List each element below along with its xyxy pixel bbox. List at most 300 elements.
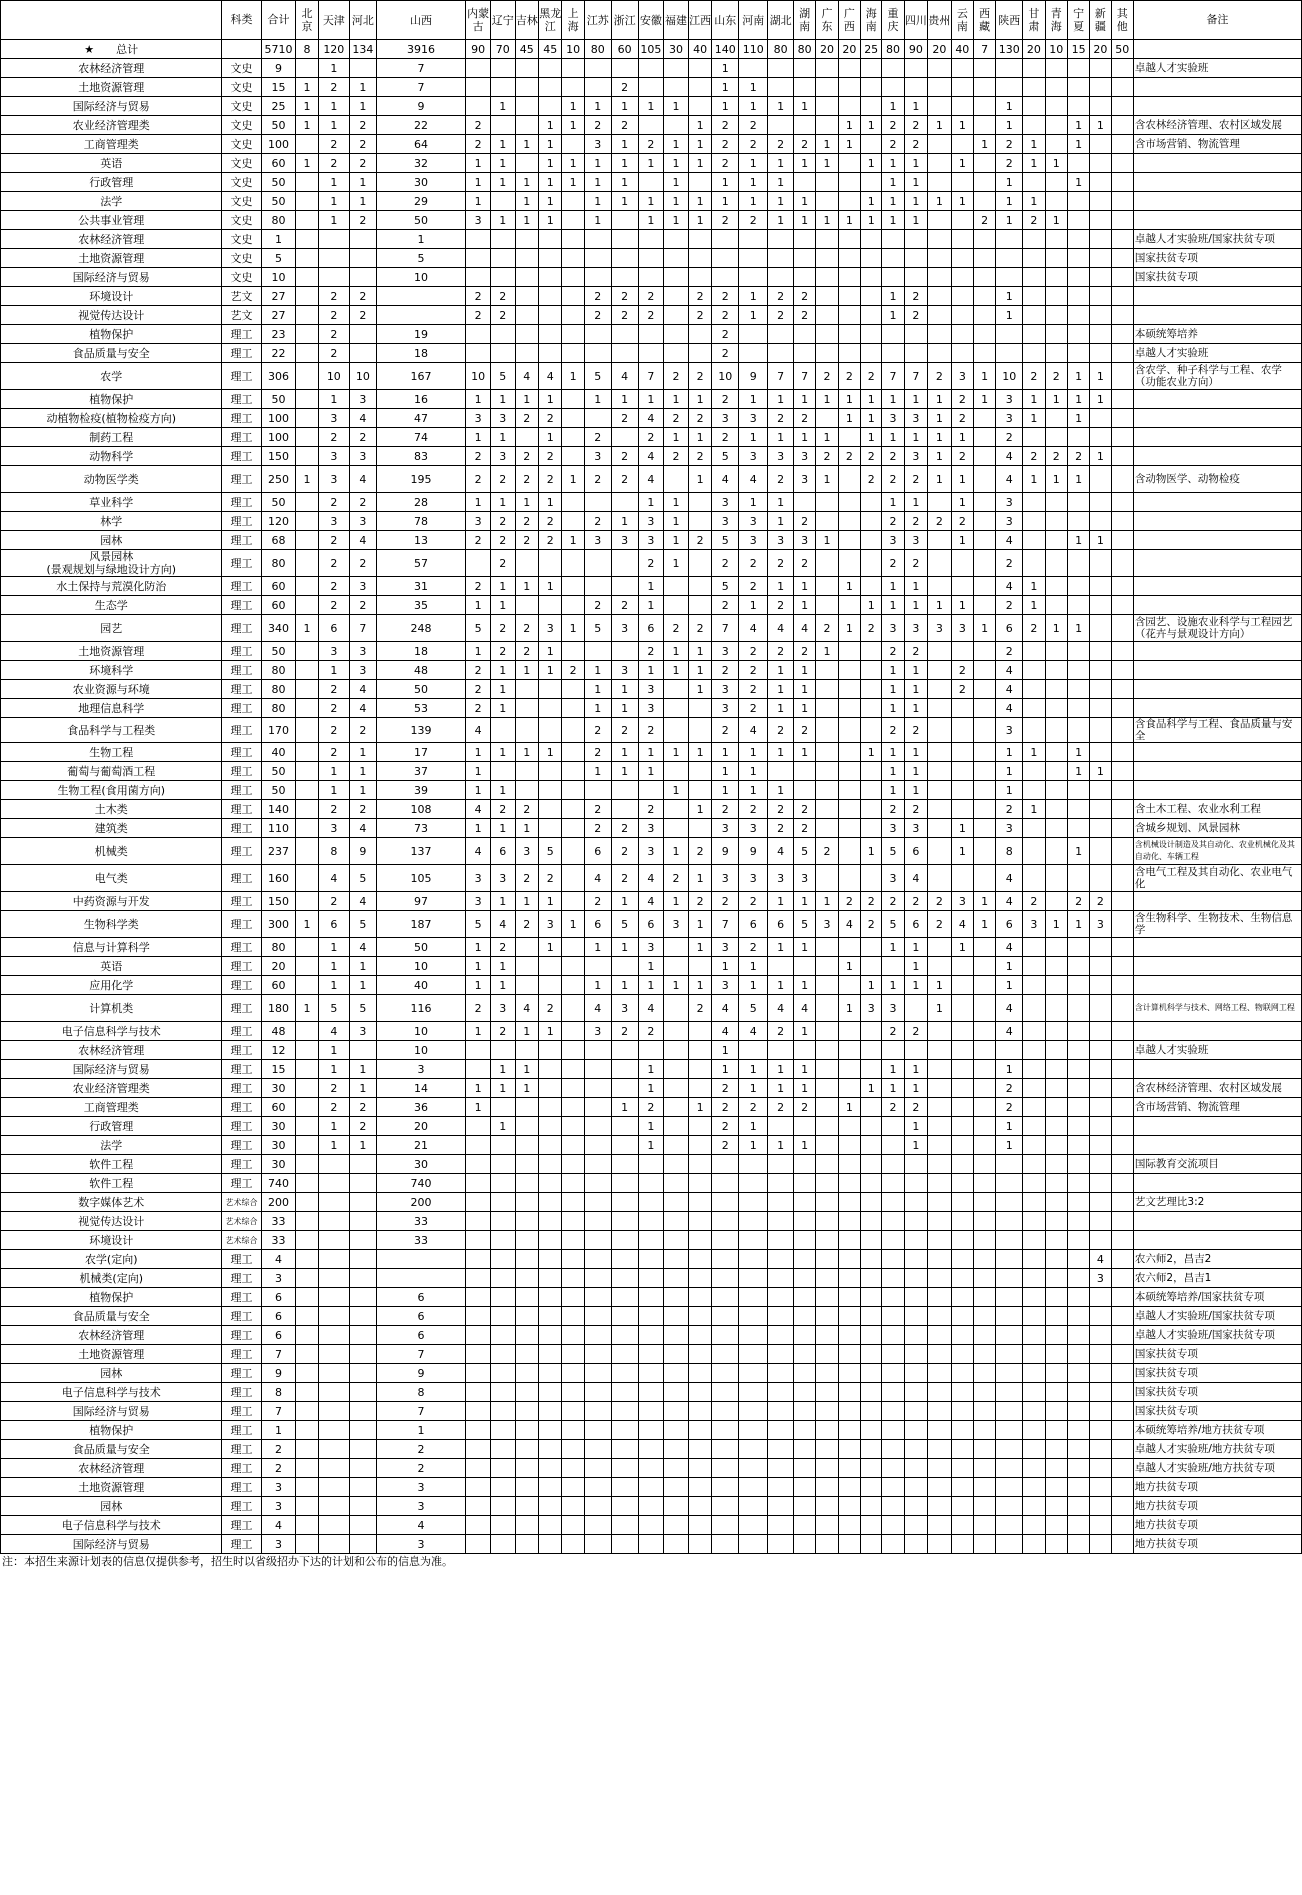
province-cell bbox=[688, 249, 711, 268]
province-cell bbox=[638, 268, 664, 287]
province-cell bbox=[928, 1193, 951, 1212]
major-name: 行政管理 bbox=[1, 173, 222, 192]
province-cell bbox=[515, 680, 538, 699]
province-cell: 2 bbox=[712, 116, 739, 135]
remark-cell: 含市场营销、物流管理 bbox=[1133, 1098, 1301, 1117]
province-cell: 1 bbox=[562, 154, 584, 173]
province-cell: 2 bbox=[712, 306, 739, 325]
province-cell: 4 bbox=[349, 409, 376, 428]
province-cell bbox=[490, 78, 515, 97]
province-cell bbox=[816, 116, 838, 135]
category-cell: 理工 bbox=[222, 1079, 261, 1098]
province-cell bbox=[638, 1212, 664, 1231]
province-cell bbox=[466, 344, 491, 363]
province-cell bbox=[1045, 1421, 1067, 1440]
province-cell: 2 bbox=[318, 428, 349, 447]
province-cell bbox=[904, 1212, 927, 1231]
province-cell: 3 bbox=[996, 512, 1023, 531]
province-cell bbox=[793, 1212, 815, 1231]
province-cell bbox=[296, 1098, 318, 1117]
province-cell bbox=[861, 661, 882, 680]
province-cell bbox=[1045, 1098, 1067, 1117]
province-cell: 1 bbox=[1067, 135, 1089, 154]
province-cell bbox=[882, 344, 904, 363]
province-cell: 2 bbox=[712, 344, 739, 363]
province-cell bbox=[974, 192, 996, 211]
total-cell: 80 bbox=[793, 40, 815, 59]
province-cell bbox=[838, 531, 860, 550]
major-name: 英语 bbox=[1, 957, 222, 976]
province-cell: 1 bbox=[996, 976, 1023, 995]
province-cell bbox=[1111, 325, 1133, 344]
province-cell: 1 bbox=[996, 192, 1023, 211]
province-cell bbox=[562, 1022, 584, 1041]
province-cell bbox=[688, 1041, 711, 1060]
province-cell bbox=[296, 1193, 318, 1212]
total-cell: 90 bbox=[466, 40, 491, 59]
province-cell bbox=[688, 699, 711, 718]
table-row bbox=[1, 1535, 1302, 1554]
category-cell: 理工 bbox=[222, 743, 261, 762]
province-cell bbox=[466, 268, 491, 287]
remark-cell bbox=[1133, 1174, 1301, 1193]
province-cell: 2 bbox=[816, 363, 838, 390]
province-cell: 1 bbox=[490, 211, 515, 230]
province-cell bbox=[838, 1478, 860, 1497]
header-province: 山东 bbox=[712, 1, 739, 40]
province-cell: 1 bbox=[664, 838, 689, 865]
province-cell: 1 bbox=[882, 173, 904, 192]
major-name: 土地资源管理 bbox=[1, 1478, 222, 1497]
province-cell bbox=[1045, 1269, 1067, 1288]
total-cell: 50 bbox=[261, 192, 296, 211]
province-cell: 1 bbox=[1090, 116, 1111, 135]
province-cell bbox=[318, 1402, 349, 1421]
province-cell bbox=[539, 762, 562, 781]
province-cell bbox=[1045, 642, 1067, 661]
remark-cell: 含食品科学与工程、食品质量与安全 bbox=[1133, 718, 1301, 743]
province-cell: 1 bbox=[466, 762, 491, 781]
province-cell bbox=[562, 1421, 584, 1440]
major-name: 建筑类 bbox=[1, 819, 222, 838]
province-cell: 1 bbox=[739, 781, 768, 800]
remark-cell bbox=[1133, 287, 1301, 306]
province-cell bbox=[1111, 1231, 1133, 1250]
province-cell: 1 bbox=[904, 577, 927, 596]
province-cell bbox=[688, 173, 711, 192]
province-cell bbox=[1090, 1440, 1111, 1459]
province-cell bbox=[688, 957, 711, 976]
province-cell bbox=[1111, 1174, 1133, 1193]
category-cell: 理工 bbox=[222, 1440, 261, 1459]
province-cell bbox=[1067, 995, 1089, 1022]
province-cell bbox=[1045, 743, 1067, 762]
province-cell: 2 bbox=[951, 409, 973, 428]
province-cell bbox=[1045, 699, 1067, 718]
header-province: 黑龙江 bbox=[539, 1, 562, 40]
province-cell bbox=[664, 800, 689, 819]
province-cell bbox=[296, 1459, 318, 1478]
province-cell bbox=[904, 78, 927, 97]
table-row bbox=[1, 661, 1302, 680]
table-row bbox=[1, 1383, 1302, 1402]
province-cell bbox=[838, 287, 860, 306]
province-cell bbox=[349, 1288, 376, 1307]
province-cell: 1 bbox=[562, 116, 584, 135]
province-cell bbox=[1023, 1535, 1045, 1554]
province-cell bbox=[1111, 1307, 1133, 1326]
province-cell bbox=[928, 230, 951, 249]
province-cell bbox=[974, 838, 996, 865]
province-cell: 1 bbox=[1067, 911, 1089, 938]
province-cell bbox=[1090, 1497, 1111, 1516]
province-cell: 1 bbox=[861, 1079, 882, 1098]
province-cell bbox=[838, 865, 860, 892]
province-cell bbox=[904, 1269, 927, 1288]
header-province: 天津 bbox=[318, 1, 349, 40]
province-cell: 2 bbox=[882, 135, 904, 154]
province-cell: 1 bbox=[816, 154, 838, 173]
province-cell bbox=[515, 1193, 538, 1212]
province-cell bbox=[816, 268, 838, 287]
province-cell bbox=[349, 1364, 376, 1383]
province-cell: 1 bbox=[466, 596, 491, 615]
province-cell: 2 bbox=[490, 1022, 515, 1041]
province-cell bbox=[904, 59, 927, 78]
province-cell: 3 bbox=[793, 531, 815, 550]
table-row bbox=[1, 550, 1302, 577]
province-cell: 2 bbox=[996, 135, 1023, 154]
province-cell bbox=[768, 1440, 794, 1459]
province-cell: 10 bbox=[466, 363, 491, 390]
province-cell bbox=[951, 865, 973, 892]
province-cell bbox=[562, 1364, 584, 1383]
category-cell: 理工 bbox=[222, 493, 261, 512]
province-cell bbox=[296, 1440, 318, 1459]
province-cell bbox=[928, 577, 951, 596]
province-cell bbox=[638, 1402, 664, 1421]
province-cell bbox=[1090, 192, 1111, 211]
province-cell bbox=[1111, 1022, 1133, 1041]
province-cell bbox=[611, 1402, 638, 1421]
province-cell: 2 bbox=[490, 615, 515, 642]
province-cell: 1 bbox=[490, 819, 515, 838]
province-cell: 4 bbox=[996, 577, 1023, 596]
province-cell bbox=[584, 1421, 611, 1440]
province-cell: 2 bbox=[739, 577, 768, 596]
province-cell bbox=[974, 743, 996, 762]
province-cell: 1 bbox=[466, 642, 491, 661]
province-cell bbox=[861, 1022, 882, 1041]
province-cell: 1 bbox=[996, 781, 1023, 800]
province-cell bbox=[928, 1022, 951, 1041]
province-cell: 1 bbox=[638, 976, 664, 995]
province-cell bbox=[318, 1250, 349, 1269]
province-cell: 2 bbox=[688, 363, 711, 390]
header-province: 云南 bbox=[951, 1, 973, 40]
province-cell: 1 bbox=[768, 97, 794, 116]
province-cell bbox=[816, 995, 838, 1022]
province-cell: 2 bbox=[611, 819, 638, 838]
province-cell bbox=[1111, 1345, 1133, 1364]
province-cell: 2 bbox=[712, 135, 739, 154]
province-cell bbox=[974, 1250, 996, 1269]
province-cell bbox=[562, 976, 584, 995]
province-cell: 4 bbox=[739, 466, 768, 493]
province-cell bbox=[515, 1231, 538, 1250]
major-name: 工商管理类 bbox=[1, 1098, 222, 1117]
province-cell: 2 bbox=[611, 306, 638, 325]
major-name: 园艺 bbox=[1, 615, 222, 642]
province-cell: 2 bbox=[861, 447, 882, 466]
province-cell: 1 bbox=[928, 192, 951, 211]
province-cell bbox=[1111, 192, 1133, 211]
province-cell: 1 bbox=[996, 957, 1023, 976]
province-cell: 1 bbox=[882, 493, 904, 512]
province-cell: 1 bbox=[539, 938, 562, 957]
province-cell bbox=[296, 1269, 318, 1288]
province-cell: 2 bbox=[584, 287, 611, 306]
province-cell bbox=[539, 1402, 562, 1421]
province-cell bbox=[816, 1478, 838, 1497]
province-cell bbox=[1067, 1098, 1089, 1117]
province-cell bbox=[349, 249, 376, 268]
province-cell: 6 bbox=[739, 911, 768, 938]
province-cell: 3 bbox=[739, 447, 768, 466]
province-cell bbox=[638, 1364, 664, 1383]
province-cell bbox=[1090, 995, 1111, 1022]
province-cell bbox=[816, 1459, 838, 1478]
province-cell: 3 bbox=[882, 409, 904, 428]
province-cell bbox=[490, 1440, 515, 1459]
province-cell: 1 bbox=[793, 390, 815, 409]
province-cell: 2 bbox=[712, 211, 739, 230]
province-cell: 2 bbox=[739, 211, 768, 230]
province-cell bbox=[688, 59, 711, 78]
province-cell: 7 bbox=[376, 1345, 465, 1364]
province-cell: 1 bbox=[816, 135, 838, 154]
province-cell: 2 bbox=[768, 718, 794, 743]
total-cell: 23 bbox=[261, 325, 296, 344]
province-cell bbox=[951, 1478, 973, 1497]
province-cell bbox=[664, 1117, 689, 1136]
province-cell: 4 bbox=[712, 466, 739, 493]
major-name: 农业资源与环境 bbox=[1, 680, 222, 699]
province-cell bbox=[1045, 1383, 1067, 1402]
province-cell: 1 bbox=[996, 1117, 1023, 1136]
province-cell: 1 bbox=[816, 642, 838, 661]
province-cell: 2 bbox=[539, 409, 562, 428]
province-cell bbox=[816, 1269, 838, 1288]
province-cell bbox=[1090, 1193, 1111, 1212]
category-cell: 理工 bbox=[222, 865, 261, 892]
province-cell bbox=[838, 1383, 860, 1402]
province-cell bbox=[1067, 1155, 1089, 1174]
province-cell: 2 bbox=[951, 390, 973, 409]
province-cell: 2 bbox=[466, 995, 491, 1022]
province-cell bbox=[1067, 230, 1089, 249]
province-cell bbox=[562, 344, 584, 363]
major-name: 园林 bbox=[1, 531, 222, 550]
province-cell bbox=[861, 819, 882, 838]
province-cell bbox=[1023, 1136, 1045, 1155]
province-cell: 1 bbox=[1045, 615, 1067, 642]
province-cell: 1 bbox=[861, 838, 882, 865]
province-cell bbox=[638, 78, 664, 97]
province-cell bbox=[739, 1155, 768, 1174]
province-cell: 2 bbox=[904, 135, 927, 154]
province-cell: 1 bbox=[793, 938, 815, 957]
province-cell bbox=[928, 1136, 951, 1155]
province-cell bbox=[490, 268, 515, 287]
total-cell: 60 bbox=[261, 596, 296, 615]
province-cell: 1 bbox=[611, 154, 638, 173]
province-cell bbox=[584, 1098, 611, 1117]
province-cell bbox=[466, 230, 491, 249]
province-cell: 1 bbox=[664, 892, 689, 911]
province-cell bbox=[490, 325, 515, 344]
province-cell: 1 bbox=[816, 390, 838, 409]
table-row bbox=[1, 1041, 1302, 1060]
province-cell bbox=[768, 116, 794, 135]
province-cell bbox=[1067, 1326, 1089, 1345]
province-cell: 1 bbox=[882, 680, 904, 699]
province-cell: 2 bbox=[1023, 892, 1045, 911]
province-cell: 1 bbox=[838, 995, 860, 1022]
province-cell: 4 bbox=[996, 661, 1023, 680]
province-cell bbox=[974, 1288, 996, 1307]
province-cell bbox=[1067, 1516, 1089, 1535]
province-cell bbox=[861, 1383, 882, 1402]
province-cell bbox=[1111, 249, 1133, 268]
province-cell bbox=[1111, 1478, 1133, 1497]
category-cell: 理工 bbox=[222, 428, 261, 447]
province-cell bbox=[1023, 1193, 1045, 1212]
province-cell bbox=[515, 1345, 538, 1364]
province-cell: 1 bbox=[712, 1060, 739, 1079]
province-cell: 4 bbox=[318, 1022, 349, 1041]
province-cell: 5 bbox=[466, 911, 491, 938]
province-cell bbox=[838, 680, 860, 699]
province-cell bbox=[904, 325, 927, 344]
province-cell bbox=[1023, 550, 1045, 577]
total-cell: 300 bbox=[261, 911, 296, 938]
province-cell bbox=[996, 1440, 1023, 1459]
province-cell bbox=[688, 1421, 711, 1440]
province-cell: 1 bbox=[951, 819, 973, 838]
province-cell bbox=[1023, 976, 1045, 995]
province-cell: 2 bbox=[584, 819, 611, 838]
province-cell: 1 bbox=[904, 211, 927, 230]
province-cell: 2 bbox=[793, 819, 815, 838]
province-cell: 33 bbox=[376, 1231, 465, 1250]
province-cell bbox=[1090, 59, 1111, 78]
province-cell bbox=[996, 1345, 1023, 1364]
province-cell bbox=[816, 192, 838, 211]
province-cell: 1 bbox=[515, 1079, 538, 1098]
province-cell bbox=[1090, 1326, 1111, 1345]
province-cell bbox=[466, 1402, 491, 1421]
province-cell bbox=[490, 1459, 515, 1478]
province-cell bbox=[539, 1345, 562, 1364]
province-cell bbox=[664, 287, 689, 306]
remark-cell bbox=[1133, 938, 1301, 957]
province-cell bbox=[664, 699, 689, 718]
province-cell bbox=[611, 642, 638, 661]
province-cell: 1 bbox=[996, 306, 1023, 325]
province-cell bbox=[515, 1440, 538, 1459]
province-cell bbox=[1045, 1326, 1067, 1345]
province-cell: 1 bbox=[611, 938, 638, 957]
province-cell: 1 bbox=[816, 531, 838, 550]
province-cell bbox=[974, 409, 996, 428]
major-name: 林学 bbox=[1, 512, 222, 531]
table-row bbox=[1, 1136, 1302, 1155]
province-cell: 1 bbox=[515, 661, 538, 680]
province-cell: 10 bbox=[318, 363, 349, 390]
province-cell: 2 bbox=[318, 699, 349, 718]
province-cell bbox=[1045, 78, 1067, 97]
province-cell bbox=[1111, 1269, 1133, 1288]
province-cell bbox=[638, 1174, 664, 1193]
province-cell bbox=[838, 642, 860, 661]
province-cell bbox=[611, 1231, 638, 1250]
total-cell: 10 bbox=[1045, 40, 1067, 59]
province-cell bbox=[739, 1269, 768, 1288]
province-cell: 4 bbox=[768, 615, 794, 642]
province-cell bbox=[838, 428, 860, 447]
province-cell bbox=[904, 1193, 927, 1212]
province-cell bbox=[664, 680, 689, 699]
province-cell bbox=[296, 363, 318, 390]
province-cell: 6 bbox=[318, 911, 349, 938]
province-cell bbox=[296, 428, 318, 447]
province-cell: 4 bbox=[712, 995, 739, 1022]
province-cell bbox=[318, 1459, 349, 1478]
province-cell bbox=[349, 1041, 376, 1060]
province-cell bbox=[562, 1440, 584, 1459]
province-cell bbox=[793, 116, 815, 135]
table-row bbox=[1, 466, 1302, 493]
province-cell: 57 bbox=[376, 550, 465, 577]
province-cell bbox=[951, 78, 973, 97]
province-cell: 3 bbox=[349, 642, 376, 661]
province-cell bbox=[996, 1516, 1023, 1535]
province-cell bbox=[1045, 596, 1067, 615]
province-cell: 2 bbox=[638, 287, 664, 306]
total-cell: 2 bbox=[261, 1440, 296, 1459]
province-cell bbox=[638, 1440, 664, 1459]
province-cell bbox=[816, 1117, 838, 1136]
province-cell bbox=[539, 1117, 562, 1136]
province-cell bbox=[688, 1516, 711, 1535]
province-cell bbox=[712, 1326, 739, 1345]
province-cell bbox=[318, 1212, 349, 1231]
major-name: 农林经济管理 bbox=[1, 59, 222, 78]
province-cell bbox=[611, 211, 638, 230]
province-cell: 139 bbox=[376, 718, 465, 743]
major-name: 农林经济管理 bbox=[1, 230, 222, 249]
province-cell: 1 bbox=[1067, 531, 1089, 550]
province-cell bbox=[951, 995, 973, 1022]
total-cell: 3916 bbox=[376, 40, 465, 59]
province-cell: 1 bbox=[861, 428, 882, 447]
province-cell bbox=[688, 1155, 711, 1174]
total-cell: 160 bbox=[261, 865, 296, 892]
province-cell bbox=[928, 762, 951, 781]
province-cell bbox=[712, 1516, 739, 1535]
province-cell bbox=[974, 1136, 996, 1155]
